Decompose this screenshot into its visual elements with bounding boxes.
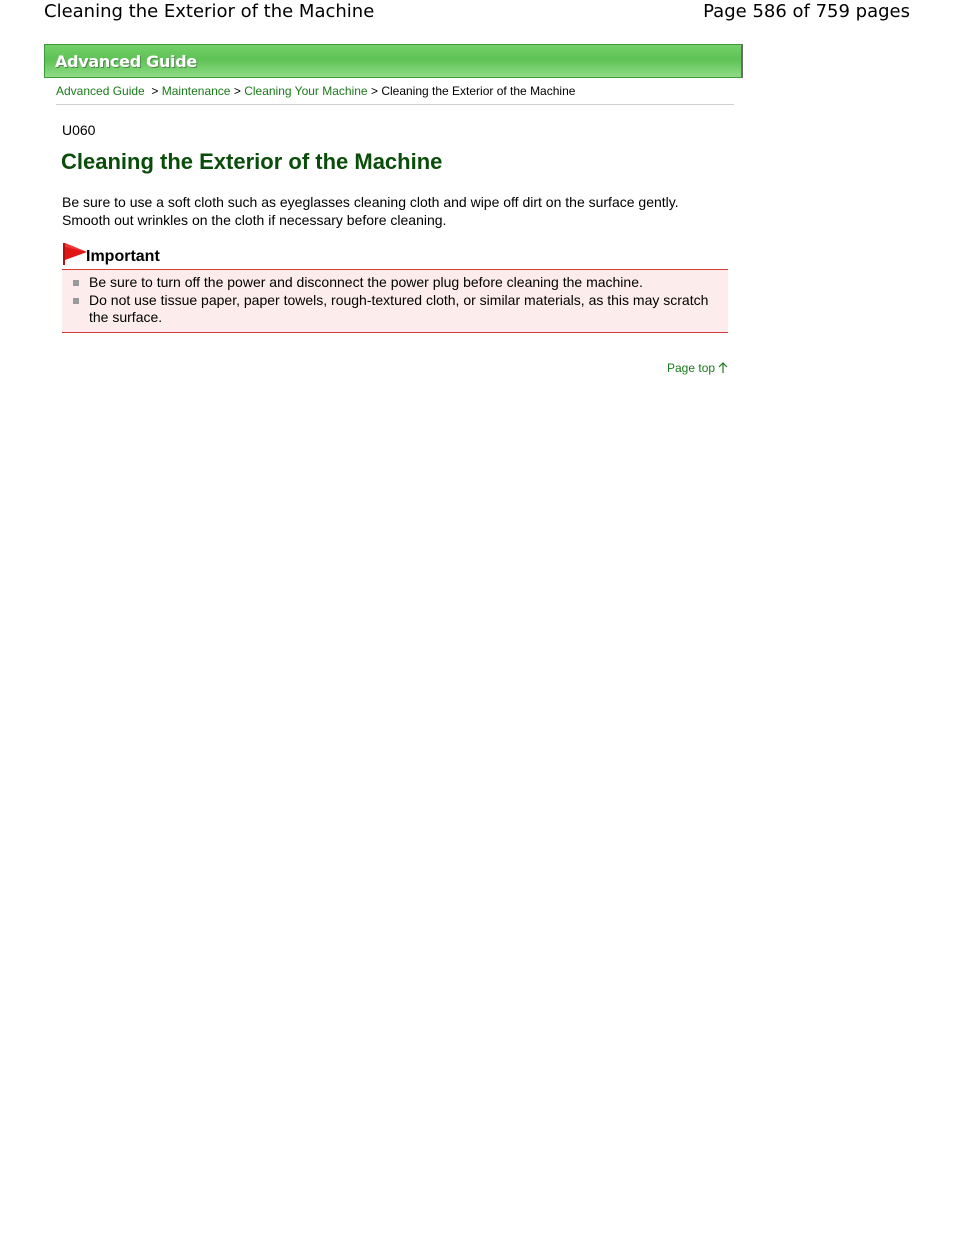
banner-title: Advanced Guide [55,52,197,71]
page-counter: Page 586 of 759 pages [703,1,910,22]
page-title: Cleaning the Exterior of the Machine [61,149,443,174]
breadcrumb-separator: > [370,84,378,98]
breadcrumb-maintenance[interactable]: Maintenance [161,84,231,98]
breadcrumb-separator: > [151,84,159,98]
breadcrumb-separator: > [233,84,241,98]
list-item [62,292,709,327]
list-item-text: Do not use tissue paper, paper towels, rough-textured cloth, or similar materials, as this may scratch the surface. [89,291,709,325]
important-list [62,274,728,327]
breadcrumb-current: Cleaning the Exterior of the Machine [381,84,576,98]
page-top-link[interactable] [667,361,728,375]
important-box [62,269,728,333]
body-text [62,193,732,229]
red-flag-icon [62,242,88,266]
print-header [0,0,954,26]
print-header-title: Cleaning the Exterior of the Machine [44,1,375,22]
document-id: U060 [62,122,96,138]
square-bullet-icon [73,298,79,304]
important-label: Important [86,248,160,265]
arrow-up-icon [718,362,728,374]
square-bullet-icon [73,280,79,286]
breadcrumb-cleaning-your-machine[interactable]: Cleaning Your Machine [244,84,368,98]
body-paragraph: Be sure to use a soft cloth such as eyeglasses cleaning cloth and wipe off dirt on the surface gently. [62,194,679,210]
advanced-guide-banner [44,44,743,78]
breadcrumb [56,84,734,105]
breadcrumb-advanced-guide[interactable]: Advanced Guide [56,84,145,98]
page-top [667,361,728,375]
list-item-text: Be sure to turn off the power and disconnect the power plug before cleaning the machine. [89,274,643,290]
page-top-label: Page top [667,361,716,375]
list-item [62,274,709,292]
important-heading [62,242,362,268]
body-paragraph: Smooth out wrinkles on the cloth if necessary before cleaning. [62,212,447,228]
